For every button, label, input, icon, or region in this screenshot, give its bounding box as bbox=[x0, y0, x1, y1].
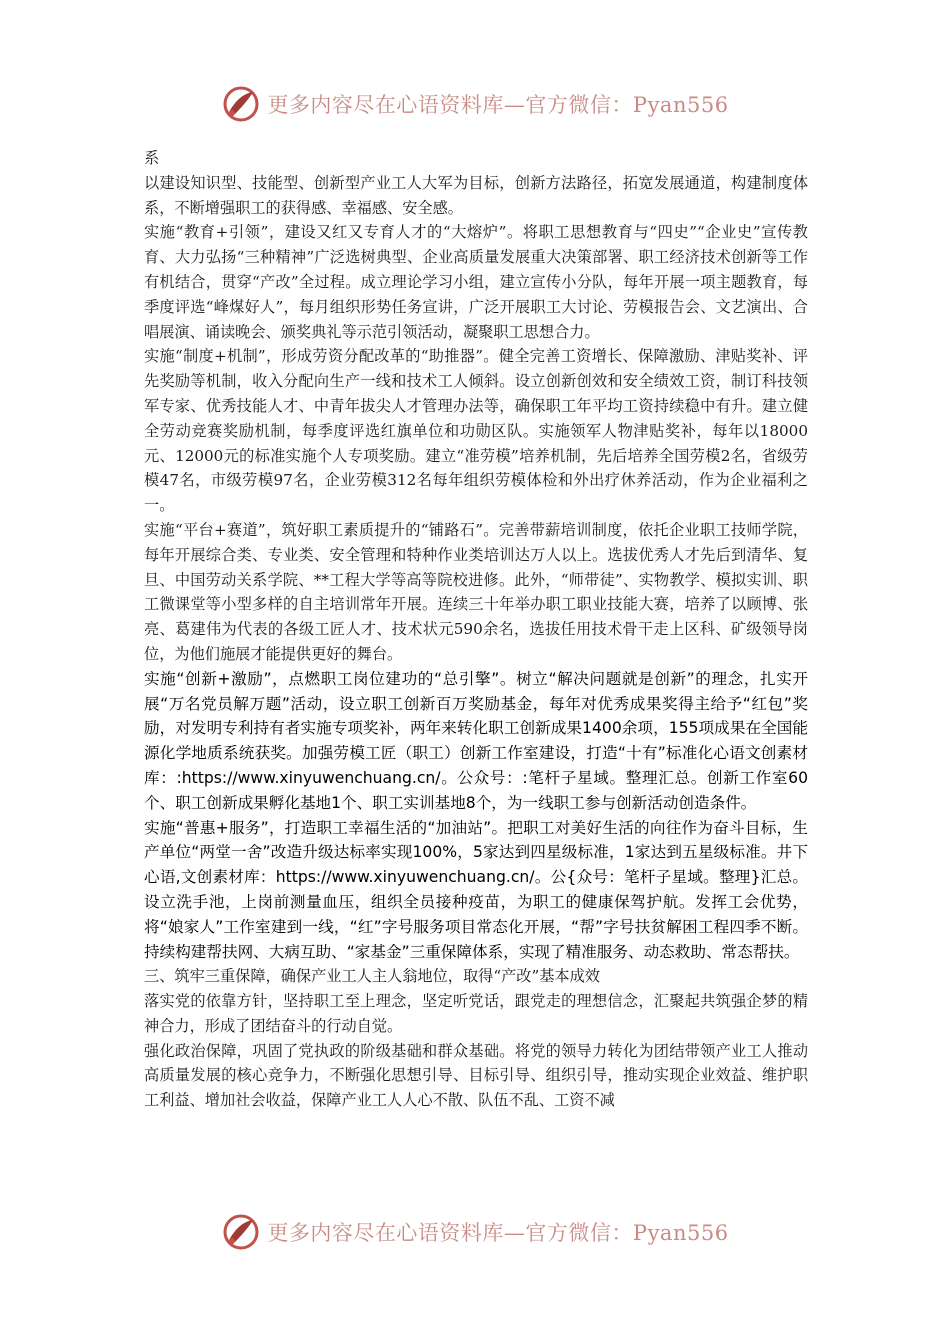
watermark-banner-bottom bbox=[0, 1210, 950, 1254]
paragraph: 落实党的依靠方针，坚持职工至上理念，坚定听党话，跟党走的理想信念，汇聚起共筑强企梦的精神合力，形成了团结奋斗的行动自觉。 bbox=[144, 992, 808, 1035]
watermark-banner-top bbox=[0, 82, 950, 126]
paragraph: 实施“创新+激励”，点燃职工岗位建功的“总引擎”。树立“解决问题就是创新”的理念，扎实开展“万名党员解万题”活动，设立职工创新百万奖励基金，每年对优秀成果奖得主给予“红包”奖励，对发明专利持有者实施专项奖补，两年来转化职工创新成果1400余项，155项成果在全国能源化学地质系统获奖。加强劳模工匠（职工）创新工作室建设，打造“十有”标准化心语文创素材库：:https://www.xinyuwenchuang.cn/。公众号：:笔杆子星域。整理汇总。创新工作室60个、职工创新成果孵化基地1个、职工实训基地8个，为一线职工参与创新活动创造条件。 bbox=[144, 669, 808, 812]
paragraph: 实施“普惠+服务”，打造职工幸福生活的“加油站”。把职工对美好生活的向往作为奋斗目标，生产单位“两堂一舍”改造升级达标率实现100%，5家达到四星级标准，1家达到五星级标准。井下心语,文创素材库：https://www.xinyuwenchuang.cn/。公{众号：笔杆子星域。整理}汇总。设立洗手池，上岗前测量血压，组织全员接种疫苗，为职工的健康保驾护航。发挥工会优势，将“娘家人”工作室建到一线，“红”字号服务项目常态化开展，“帮”字号扶贫解困工程四季不断。持续构建帮扶网、大病互助、“家基金”三重保障体系，实现了精准服务、动态救助、常态帮扶。 bbox=[144, 818, 808, 961]
paragraph: 实施“教育+引领”，建设又红又专育人才的“大熔炉”。将职工思想教育与“四史”“企业史”宣传教育、大力弘扬“三种精神”广泛选树典型、企业高质量发展重大决策部署、职工经济技术创新等工作有机结合，贯穿“产改”全过程。成立理论学习小组，建立宣传小分队，每年开展一项主题教育，每季度评选“峰煤好人”，每月组织形势任务宣讲，广泛开展职工大讨论、劳模报告会、文艺演出、合唱展演、诵读晚会、颁奖典礼等示范引领活动，凝聚职工思想合力。 bbox=[144, 223, 808, 341]
paragraph: 强化政治保障，巩固了党执政的阶级基础和群众基础。将党的领导力转化为团结带领产业工人推动高质量发展的核心竞争力，不断强化思想引导、目标引导、组织引导，推动实现企业效益、维护职工利益、增加社会收益，保障产业工人人心不散、队伍不乱、工资不减 bbox=[144, 1041, 808, 1110]
watermark-text: 更多内容尽在心语资料库—官方微信：Pyan556 bbox=[267, 1221, 729, 1245]
paragraph: 实施“平台+赛道”，筑好职工素质提升的“铺路石”。完善带薪培训制度，依托企业职工技师学院，每年开展综合类、专业类、安全管理和特种作业类培训达万人以上。选拔优秀人才先后到清华、复旦、中国劳动关系学院、**工程大学等高等院校进修。此外，“师带徒”、实物教学、模拟实训、职工微课堂等小型多样的自主培训常年开展。连续三十年举办职工职业技能大赛，培养了以顾博、张亮、葛建伟为代表的各级工匠人才、技术状元590余名，选拔任用技术骨干走上区科、矿级领导岗位，为他们施展才能提供更好的舞台。 bbox=[144, 520, 808, 663]
document-body bbox=[144, 146, 808, 1113]
ink-brush-logo-icon bbox=[221, 1212, 261, 1252]
paragraph: 系 bbox=[144, 149, 160, 167]
paragraph: 以建设知识型、技能型、创新型产业工人大军为目标，创新方法路径，拓宽发展通道，构建制度体系，不断增强职工的获得感、幸福感、安全感。 bbox=[144, 173, 808, 217]
paragraph: 实施“制度+机制”，形成劳资分配改革的“助推器”。健全完善工资增长、保障激励、津贴奖补、评先奖励等机制，收入分配向生产一线和技术工人倾斜。设立创新创效和安全绩效工资，制订科技领军专家、优秀技能人才、中青年拔尖人才管理办法等，确保职工年平均工资持续稳中有升。建立健全劳动竞赛奖励机制，每季度评选红旗单位和功勋区队。实施领军人物津贴奖补，每年以18000元、12000元的标准实施个人专项奖励。建立“准劳模”培养机制，先后培养全国劳模2名，省级劳模47名，市级劳模97名，企业劳模312名每年组织劳模体检和外出疗休养活动，作为企业福利之一。 bbox=[144, 347, 808, 515]
ink-brush-logo-icon bbox=[221, 84, 261, 124]
watermark-text: 更多内容尽在心语资料库—官方微信：Pyan556 bbox=[267, 93, 729, 117]
section-heading: 三、筑牢三重保障，确保产业工人主人翁地位，取得“产改”基本成效 bbox=[144, 967, 600, 986]
